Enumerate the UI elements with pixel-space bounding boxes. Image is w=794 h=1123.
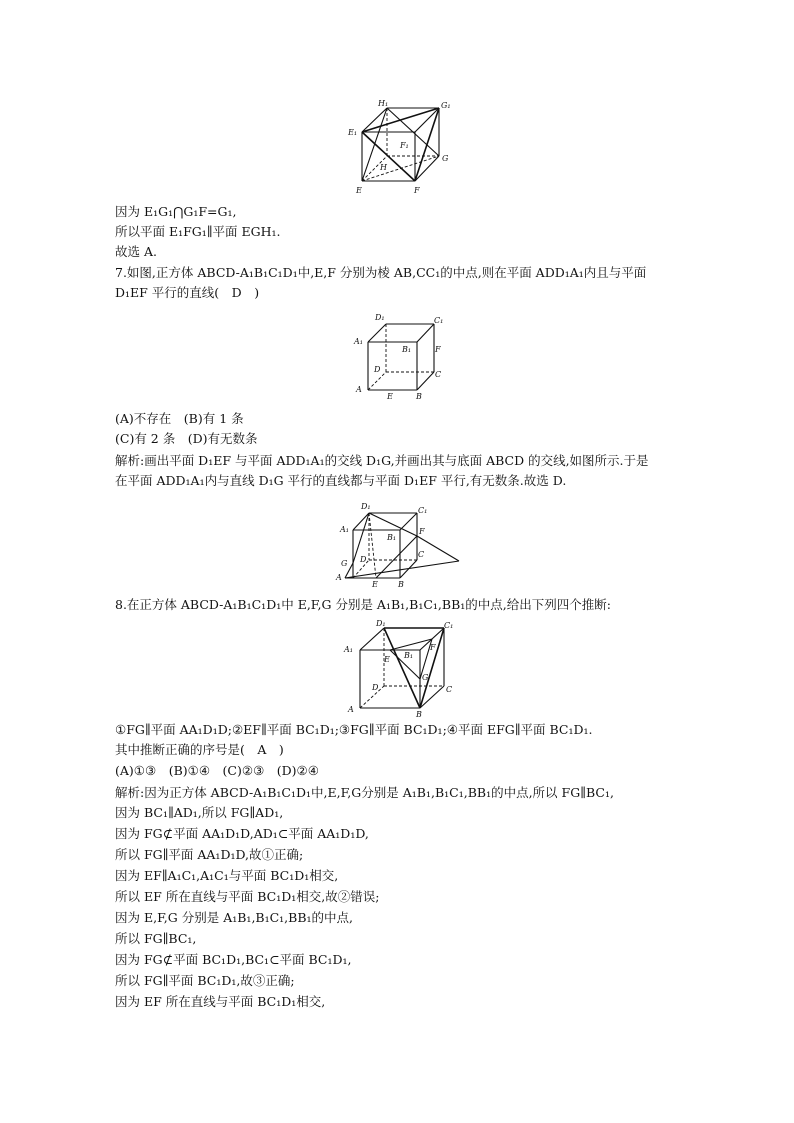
explanation-text: 因为 EF 所在直线与平面 BC₁D₁相交, <box>115 994 326 1009</box>
label-a1: A₁ <box>354 337 363 346</box>
label-c1: C₁ <box>434 316 444 325</box>
label-b1: B₁ <box>404 651 414 660</box>
figure-cube-1 <box>340 98 460 202</box>
label-e: E <box>372 580 378 589</box>
label-a: A <box>348 705 354 714</box>
label-e1: E₁ <box>348 128 358 137</box>
question-8-text: 其中推断正确的序号是( A ) <box>115 742 284 757</box>
label-g: G <box>422 673 429 682</box>
explanation-text: 所以 EF 所在直线与平面 BC₁D₁相交,故②错误; <box>115 889 380 904</box>
label-h: H <box>380 163 387 172</box>
label-d1: D₁ <box>361 502 371 511</box>
explanation-text: 所以 FG∥平面 BC₁D₁,故③正确; <box>115 973 295 988</box>
label-g1: G₁ <box>441 101 451 110</box>
figure-cube-4 <box>340 620 460 718</box>
text-line: 因为 E₁G₁⋂G₁F=G₁, <box>115 204 237 219</box>
label-e: E <box>356 186 362 195</box>
explanation-text: 因为 E,F,G 分别是 A₁B₁,B₁C₁,BB₁的中点, <box>115 910 354 925</box>
label-h1: H₁ <box>378 99 389 108</box>
label-b1: B₁ <box>387 533 397 542</box>
option-line: (C)有 2 条 (D)有无数条 <box>115 431 258 446</box>
label-b: B <box>416 392 422 401</box>
figure-cube-3 <box>335 500 465 590</box>
label-d: D <box>374 365 381 374</box>
explanation-text: 解析:画出平面 D₁EF 与平面 ADD₁A₁的交线 D₁G,并画出其与底面 ABCD 的交线,如图所示.于是 <box>115 453 649 468</box>
label-c: C <box>418 550 425 559</box>
explanation-text: 所以 FG∥BC₁, <box>115 931 197 946</box>
label-b: B <box>398 580 404 589</box>
label-b: B <box>416 710 422 718</box>
label-c1: C₁ <box>444 621 454 630</box>
label-d1: D₁ <box>376 620 386 628</box>
label-e: E <box>387 392 393 401</box>
explanation-text: 解析:因为正方体 ABCD-A₁B₁C₁D₁中,E,F,G分别是 A₁B₁,B₁C₁,BB₁的中点,所以 FG∥BC₁, <box>115 785 614 800</box>
figure-cube-2 <box>350 310 450 402</box>
text-line: 故选 A. <box>115 244 157 259</box>
label-g: G <box>341 559 348 568</box>
label-a: A <box>336 573 342 582</box>
label-g: G <box>442 154 449 163</box>
question-7-text: 7.如图,正方体 ABCD-A₁B₁C₁D₁中,E,F 分别为棱 AB,CC₁的中点,则在平面 ADD₁A₁内且与平面 <box>115 265 647 280</box>
label-f1: F₁ <box>400 141 409 150</box>
question-8-text: 8.在正方体 ABCD-A₁B₁C₁D₁中 E,F,G 分别是 A₁B₁,B₁C₁,BB₁的中点,给出下列四个推断: <box>115 597 611 612</box>
explanation-text: 因为 FG⊄平面 AA₁D₁D,AD₁⊂平面 AA₁D₁D, <box>115 826 369 841</box>
label-a1: A₁ <box>340 525 349 534</box>
text-line: 所以平面 E₁FG₁∥平面 EGH₁. <box>115 224 281 239</box>
question-7-text: D₁EF 平行的直线( D ) <box>115 285 260 300</box>
label-b1: B₁ <box>402 345 412 354</box>
label-d: D <box>372 683 379 692</box>
label-f: F <box>419 527 425 536</box>
label-c1: C₁ <box>418 506 428 515</box>
label-f: F <box>430 643 436 652</box>
option-line: (A)①③ (B)①④ (C)②③ (D)②④ <box>115 763 319 778</box>
label-a: A <box>356 385 362 394</box>
label-f: F <box>414 186 420 195</box>
label-d: D <box>360 555 367 564</box>
label-c: C <box>435 370 442 379</box>
option-line: (A)不存在 (B)有 1 条 <box>115 411 244 426</box>
explanation-text: 在平面 ADD₁A₁内与直线 D₁G 平行的直线都与平面 D₁EF 平行,有无数条.故选 D. <box>115 473 567 488</box>
explanation-text: 因为 FG⊄平面 BC₁D₁,BC₁⊂平面 BC₁D₁, <box>115 952 352 967</box>
label-a1: A₁ <box>344 645 353 654</box>
explanation-text: 因为 EF∥A₁C₁,A₁C₁与平面 BC₁D₁相交, <box>115 868 339 883</box>
explanation-text: 因为 BC₁∥AD₁,所以 FG∥AD₁, <box>115 805 284 820</box>
label-d1: D₁ <box>375 313 385 322</box>
label-e: E <box>384 655 390 664</box>
label-f: F <box>435 345 441 354</box>
explanation-text: 所以 FG∥平面 AA₁D₁D,故①正确; <box>115 847 304 862</box>
statement-line: ①FG∥平面 AA₁D₁D;②EF∥平面 BC₁D₁;③FG∥平面 BC₁D₁;④平面 EFG∥平面 BC₁D₁. <box>115 722 593 737</box>
label-c: C <box>446 685 453 694</box>
